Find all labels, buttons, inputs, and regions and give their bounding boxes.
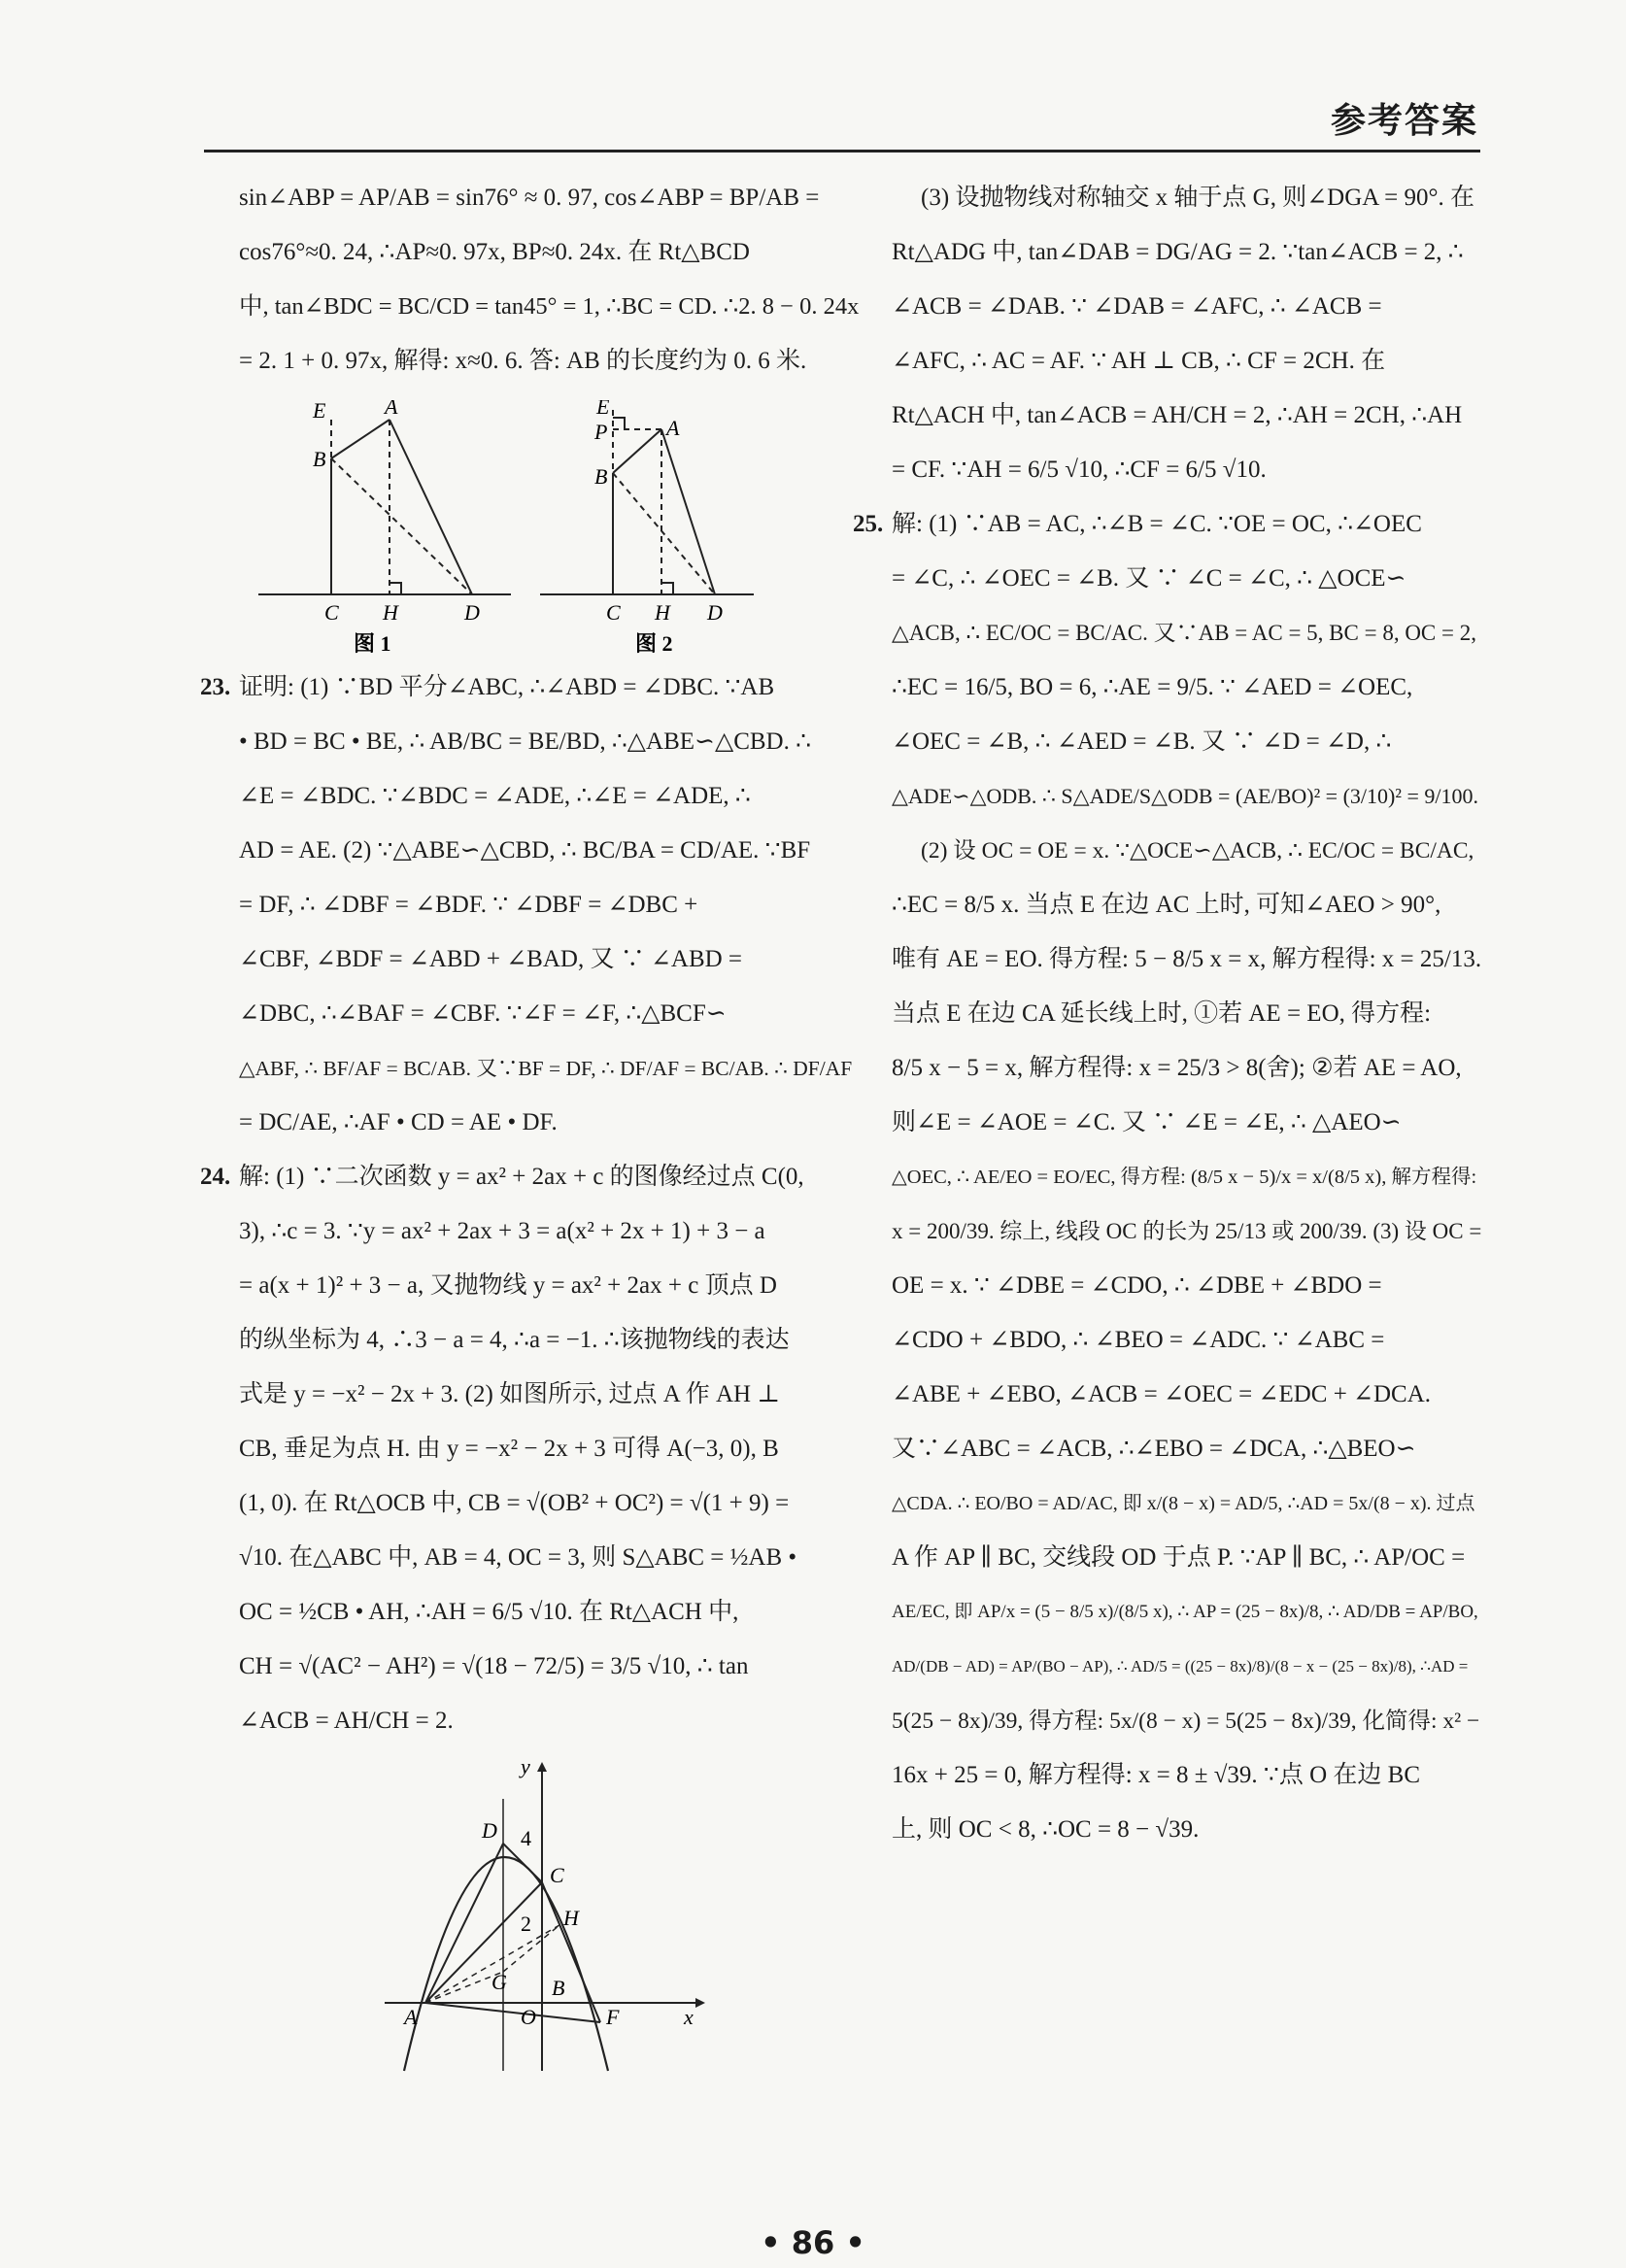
- text-line: OE = x. ∵ ∠DBE = ∠CDO, ∴ ∠DBE + ∠BDO =: [892, 1272, 1382, 1299]
- right-column: [853, 183, 1484, 1869]
- text-line: △CDA. ∴ EO/BO = AD/AC, 即 x/(8 − x) = AD/5, ∴AD = 5x/(8 − x). 过点: [892, 1493, 1475, 1514]
- text-line: 证明: (1) ∵BD 平分∠ABC, ∴∠ABD = ∠DBC. ∵AB: [239, 674, 775, 700]
- graph-label: y: [521, 1760, 530, 1778]
- text-line: 中, tan∠BDC = BC/CD = tan45° = 1, ∴BC = CD. ∴2. 8 − 0. 24x: [239, 293, 860, 320]
- text-line: = CF. ∵AH = 6/5 √10, ∴CF = 6/5 √10.: [892, 457, 1267, 483]
- text-line: = DF, ∴ ∠DBF = ∠BDF. ∵ ∠DBF = ∠DBC +: [239, 892, 698, 918]
- text-line: (3) 设抛物线对称轴交 x 轴于点 G, 则∠DGA = 90°. 在: [921, 185, 1475, 211]
- q24-part3: [892, 183, 1484, 486]
- q25: [853, 509, 1484, 1845]
- graph-label: G: [491, 1970, 507, 1994]
- text-line: cos76°≈0. 24, ∴AP≈0. 97x, BP≈0. 24x. 在 Rt△BCD: [239, 239, 750, 265]
- running-header: 参考答案: [1330, 101, 1478, 141]
- text-line: 又∵∠ABC = ∠ACB, ∴∠EBO = ∠DCA, ∴△BEO∽: [892, 1436, 1416, 1462]
- text-line: ∴EC = 16/5, BO = 6, ∴AE = 9/5. ∵ ∠AED = ∠OEC,: [892, 674, 1413, 700]
- fig2-label: D: [707, 600, 723, 625]
- figure-2: [540, 400, 754, 656]
- q22-continuation: [239, 183, 861, 377]
- text-line: CH = √(AC² − AH²) = √(18 − 72/5) = 3/5 √10, ∴ tan: [239, 1653, 749, 1679]
- text-line: AD = AE. (2) ∵△ABE∽△CBD, ∴ BC/BA = CD/AE. ∵BF: [239, 837, 811, 863]
- graph-label: 2: [521, 1912, 531, 1936]
- page-number: • 86 •: [761, 2224, 865, 2261]
- graph-label: F: [606, 2005, 620, 2029]
- text-line: 上, 则 OC < 8, ∴OC = 8 − √39.: [892, 1816, 1200, 1843]
- text-line: ∠ACB = AH/CH = 2.: [239, 1708, 454, 1734]
- fig2-label: C: [606, 600, 621, 625]
- text-line: CB, 垂足为点 H. 由 y = −x² − 2x + 3 可得 A(−3, 0), B: [239, 1436, 779, 1462]
- left-column: [200, 183, 861, 2081]
- graph-label: H: [563, 1906, 579, 1930]
- text-line: • BD = BC • BE, ∴ AB/BC = BE/BD, ∴△ABE∽△CBD. ∴: [239, 728, 812, 755]
- header-rule: [204, 150, 1480, 152]
- text-line: sin∠ABP = AP/AB = sin76° ≈ 0. 97, cos∠ABP = BP/AB =: [239, 185, 820, 211]
- text-line: △OEC, ∴ AE/EO = EO/EC, 得方程: (8/5 x − 5)/x = x/(8/5 x), 解方程得:: [892, 1167, 1477, 1188]
- text-line: √10. 在△ABC 中, AB = 4, OC = 3, 则 S△ABC = ½AB •: [239, 1544, 797, 1571]
- text-line: = DC/AE, ∴AF • CD = AE • DF.: [239, 1109, 558, 1135]
- text-line: (1, 0). 在 Rt△OCB 中, CB = √(OB² + OC²) = √(1 + 9) =: [239, 1490, 790, 1516]
- text-line: ∠DBC, ∴∠BAF = ∠CBF. ∵∠F = ∠F, ∴△BCF∽: [239, 1000, 727, 1027]
- figure-1: [258, 400, 511, 656]
- fig1-caption: 图 1: [354, 631, 391, 656]
- text-line: = a(x + 1)² + 3 − a, 又抛物线 y = ax² + 2ax + c 顶点 D: [239, 1272, 777, 1299]
- text-line: ∴EC = 8/5 x. 当点 E 在边 AC 上时, 可知∠AEO > 90°,: [892, 892, 1441, 918]
- text-line: = ∠C, ∴ ∠OEC = ∠B. 又 ∵ ∠C = ∠C, ∴ △OCE∽: [892, 565, 1406, 592]
- text-line: (2) 设 OC = OE = x. ∵△OCE∽△ACB, ∴ EC/OC = BC/AC,: [921, 838, 1474, 863]
- text-line: ∠AFC, ∴ AC = AF. ∵ AH ⊥ CB, ∴ CF = 2CH. 在: [892, 348, 1386, 374]
- text-line: △ADE∽△ODB. ∴ S△ADE/S△ODB = (AE/BO)² = (3/10)² = 9/100.: [892, 784, 1478, 808]
- text-line: x = 200/39. 综上, 线段 OC 的长为 25/13 或 200/39. (3) 设 OC =: [892, 1219, 1482, 1243]
- fig2-label: A: [666, 416, 680, 440]
- text-line: ∠OEC = ∠B, ∴ ∠AED = ∠B. 又 ∵ ∠D = ∠D, ∴: [892, 728, 1392, 755]
- text-line: 当点 E 在边 CA 延长线上时, ①若 AE = EO, 得方程:: [892, 1000, 1432, 1027]
- text-line: 则∠E = ∠AOE = ∠C. 又 ∵ ∠E = ∠E, ∴ △AEO∽: [892, 1109, 1402, 1135]
- text-line: OC = ½CB • AH, ∴AH = 6/5 √10. 在 Rt△ACH 中,: [239, 1599, 739, 1625]
- question-number: 23.: [200, 674, 231, 700]
- text-line: 式是 y = −x² − 2x + 3. (2) 如图所示, 过点 A 作 AH ⊥: [239, 1381, 780, 1407]
- text-line: AE/EC, 即 AP/x = (5 − 8/5 x)/(8/5 x), ∴ AP = (25 − 8x)/8, ∴ AD/DB = AP/BO,: [892, 1602, 1478, 1622]
- graph-label: 4: [521, 1826, 531, 1850]
- text-line: 3), ∴c = 3. ∵y = ax² + 2ax + 3 = a(x² + 2x + 1) + 3 − a: [239, 1218, 765, 1244]
- text-line: 8/5 x − 5 = x, 解方程得: x = 25/3 > 8(舍); ②若 AE = AO,: [892, 1055, 1462, 1081]
- graph-label: D: [482, 1818, 497, 1843]
- text-line: 解: (1) ∵AB = AC, ∴∠B = ∠C. ∵OE = OC, ∴∠OEC: [892, 511, 1422, 537]
- text-line: 16x + 25 = 0, 解方程得: x = 8 ± √39. ∵点 O 在边 BC: [892, 1762, 1420, 1788]
- text-line: Rt△ACH 中, tan∠ACB = AH/CH = 2, ∴AH = 2CH, ∴AH: [892, 402, 1463, 428]
- text-line: 解: (1) ∵二次函数 y = ax² + 2ax + c 的图像经过点 C(0,: [239, 1164, 804, 1190]
- text-line: 5(25 − 8x)/39, 得方程: 5x/(8 − x) = 5(25 − 8x)/39, 化简得: x² −: [892, 1709, 1480, 1734]
- fig2-label: H: [655, 600, 670, 625]
- graph-label: C: [550, 1863, 564, 1887]
- q23: [200, 672, 861, 1138]
- text-line: ∠CBF, ∠BDF = ∠ABD + ∠BAD, 又 ∵ ∠ABD =: [239, 946, 743, 972]
- fig2-caption: 图 2: [635, 631, 673, 656]
- text-line: 唯有 AE = EO. 得方程: 5 − 8/5 x = x, 解方程得: x = 25/13.: [892, 946, 1482, 972]
- text-line: ∠CDO + ∠BDO, ∴ ∠BEO = ∠ADC. ∵ ∠ABC =: [892, 1327, 1385, 1353]
- text-line: ∠ACB = ∠DAB. ∵ ∠DAB = ∠AFC, ∴ ∠ACB =: [892, 293, 1382, 320]
- graph-label: x: [684, 2005, 694, 2029]
- fig1-label: B: [313, 447, 326, 471]
- fig1-label: D: [464, 600, 480, 625]
- graph-label: O: [521, 2005, 536, 2029]
- graph-label: A: [404, 2005, 418, 2029]
- fig2-label: E: [596, 400, 610, 419]
- question-number: 24.: [200, 1164, 231, 1190]
- text-line: AD/(DB − AD) = AP/(BO − AP), ∴ AD/5 = ((25 − 8x)/8)/(8 − x − (25 − 8x)/8), ∴AD =: [892, 1657, 1469, 1676]
- parabola-graph: [375, 1760, 705, 2081]
- text-line: 的纵坐标为 4, ∴3 − a = 4, ∴a = −1. ∴该抛物线的表达: [239, 1327, 790, 1353]
- fig1-label: H: [383, 600, 398, 625]
- fig2-label: P: [594, 420, 608, 444]
- graph-label: B: [552, 1976, 565, 2000]
- text-line: △ABF, ∴ BF/AF = BC/AB. 又∵BF = DF, ∴ DF/AF = BC/AB. ∴ DF/AF: [239, 1057, 853, 1080]
- text-line: A 作 AP ∥ BC, 交线段 OD 于点 P. ∵AP ∥ BC, ∴ AP/OC =: [892, 1544, 1466, 1571]
- q24: [200, 1162, 861, 1737]
- text-line: ∠ABE + ∠EBO, ∠ACB = ∠OEC = ∠EDC + ∠DCA.: [892, 1381, 1432, 1407]
- fig1-label: A: [385, 400, 398, 419]
- fig1-label: E: [313, 400, 326, 423]
- text-line: △ACB, ∴ EC/OC = BC/AC. 又∵AB = AC = 5, BC = 8, OC = 2,: [892, 621, 1476, 645]
- fig2-label: B: [594, 464, 608, 489]
- text-line: Rt△ADG 中, tan∠DAB = DG/AG = 2. ∵tan∠ACB = 2, ∴: [892, 239, 1464, 265]
- text-line: ∠E = ∠BDC. ∵∠BDC = ∠ADE, ∴∠E = ∠ADE, ∴: [239, 783, 751, 809]
- text-line: = 2. 1 + 0. 97x, 解得: x≈0. 6. 答: AB 的长度约为 0. 6 米.: [239, 348, 807, 374]
- fig1-label: C: [324, 600, 339, 625]
- question-number: 25.: [853, 511, 884, 537]
- figures-1-2: [249, 400, 793, 662]
